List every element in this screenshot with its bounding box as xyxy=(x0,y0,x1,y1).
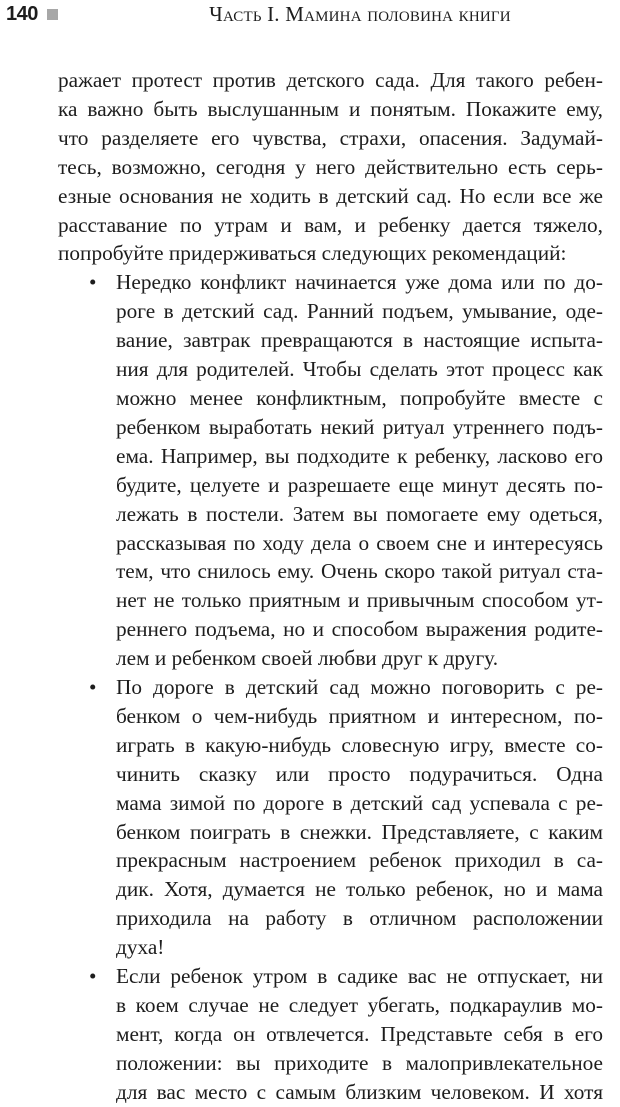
text-line: положении: вы приходите в малопривлекательное xyxy=(116,1050,603,1075)
text-line: По дороге в детский сад можно поговорить с ре- xyxy=(116,675,603,700)
text-line: Если ребенок утром в садике вас не отпускает, ни xyxy=(116,964,603,989)
text-line: тесь, возможно, сегодня у него действительно есть серь- xyxy=(58,154,603,179)
intro-paragraph xyxy=(58,66,603,268)
text-line: можно менее конфликтным, попробуйте вместе с xyxy=(116,385,603,410)
text-line: что разделяете его чувства, страхи, опасения. Задумай- xyxy=(58,125,603,150)
text-line: лем и ребенком своей любви друг к другу. xyxy=(116,646,499,671)
bullet-icon: • xyxy=(89,675,97,700)
text-line: нет не только приятным и привычным способом ут- xyxy=(116,588,603,613)
text-line: вание, завтрак превращаются в настоящие испыта- xyxy=(116,328,603,353)
text-line: дик. Хотя, думается не только ребенок, но и мама xyxy=(116,877,603,902)
running-title: Часть I. Мамина половина книги xyxy=(209,2,511,26)
text-line: тем, что снилось ему. Очень скоро такой ритуал ста- xyxy=(116,559,603,584)
text-line: Нередко конфликт начинается уже дома или по до- xyxy=(116,270,603,295)
text-line: мама зимой по дороге в детский сад успевала с ре- xyxy=(116,790,603,815)
text-line: реннего подъема, но и способом выражения родите- xyxy=(116,617,603,642)
text-line: бенком о чем-нибудь приятном и интересном, по- xyxy=(116,703,603,728)
list-item xyxy=(58,962,603,1107)
text-line: рассказывая по ходу дела о своем сне и интересуясь xyxy=(116,530,603,555)
text-line: для вас место с самым близким человеком. И хотя xyxy=(116,1079,603,1104)
text-line: ния для родителей. Чтобы сделать этот процесс как xyxy=(116,357,603,382)
list-item xyxy=(58,673,603,962)
page-number: 140 xyxy=(6,3,38,25)
text-line: приходила на работу в отличном расположении xyxy=(116,906,603,931)
bullet-icon: • xyxy=(89,964,97,989)
bullet-icon: • xyxy=(89,270,97,295)
text-line: ка важно быть выслушанным и понятым. Покажите ему, xyxy=(58,96,603,121)
gray-square-ornament xyxy=(47,9,58,20)
text-line: езные основания не ходить в детский сад. Но если все же xyxy=(58,183,603,208)
list-item xyxy=(58,268,603,673)
text-line: расставание по утрам и вам, и ребенку дается тяжело, xyxy=(58,212,603,237)
page-body xyxy=(58,66,603,1107)
text-line: в коем случае не следует убегать, подкараулив мо- xyxy=(116,993,603,1017)
text-line: бенком поиграть в снежки. Представляете, с каким xyxy=(116,819,603,844)
text-line: ребенком выработать некий ритуал утреннего подъ- xyxy=(116,414,603,439)
recommendation-list xyxy=(58,268,603,1106)
text-line: попробуйте придерживаться следующих рекомендаций: xyxy=(58,241,567,266)
text-line: лежать в постели. Затем вы помогаете ему одеться, xyxy=(116,501,603,526)
text-line: мент, когда он отвлечется. Представьте себя в его xyxy=(116,1021,603,1046)
text-line: чинить сказку или просто подурачиться. Одна xyxy=(116,761,603,786)
text-line: ема. Например, вы подходите к ребенку, ласково его xyxy=(116,443,603,468)
text-line: будите, целуете и разрешаете еще минут десять по- xyxy=(116,472,603,497)
running-header xyxy=(0,0,620,34)
text-line: роге в детский сад. Ранний подъем, умывание, оде- xyxy=(116,299,603,324)
text-line: прекрасным настроением ребенок приходил в са- xyxy=(116,848,603,873)
text-line: ражает протест против детского сада. Для такого ребен- xyxy=(58,68,603,92)
text-line: играть в какую-нибудь словесную игру, вместе со- xyxy=(116,732,603,757)
text-line: духа! xyxy=(116,935,165,960)
